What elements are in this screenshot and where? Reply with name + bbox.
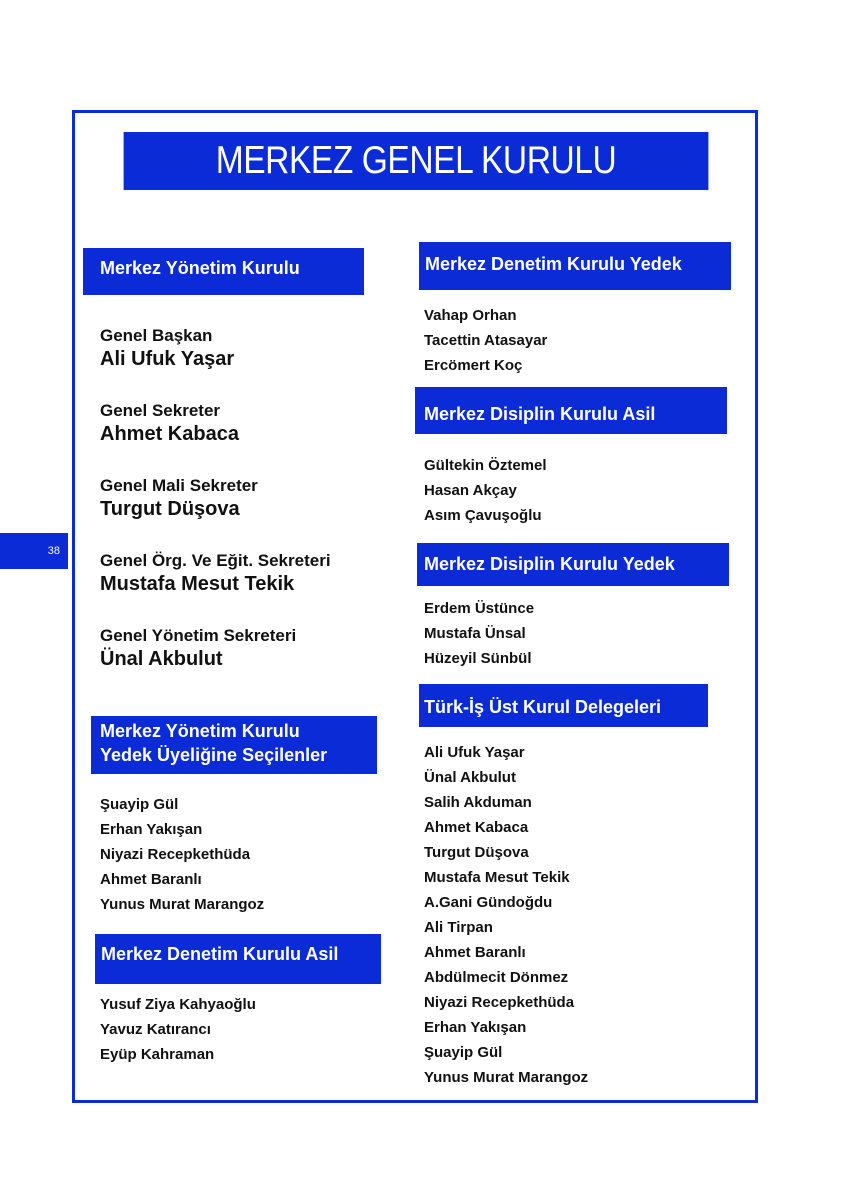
list-item: Hasan Akçay xyxy=(424,482,517,499)
member-name: Turgut Düşova xyxy=(100,498,240,520)
list-item: Hüzeyil Sünbül xyxy=(424,650,532,667)
list-item: Yunus Murat Marangoz xyxy=(424,1069,589,1086)
member-name: Ali Ufuk Yaşar xyxy=(100,348,235,370)
member-name: Mustafa Mesut Tekik xyxy=(100,573,295,595)
discipline-principal-heading: Merkez Disiplin Kurulu Asil xyxy=(415,387,727,434)
list-item: Gültekin Öztemel xyxy=(424,457,547,474)
list-item: A.Gani Gündoğdu xyxy=(424,894,553,911)
substitutes-list xyxy=(100,792,264,917)
substitutes-heading xyxy=(91,716,377,774)
list-item: Niyazi Recepkethüda xyxy=(424,994,575,1011)
list-item: Şuayip Gül xyxy=(424,1044,503,1061)
delegates-list xyxy=(424,740,588,1090)
list-item: Ahmet Baranlı xyxy=(100,871,202,888)
list-item: Eyüp Kahraman xyxy=(100,1046,215,1063)
list-item: Erhan Yakışan xyxy=(424,1019,527,1036)
list-item: Ali Ufuk Yaşar xyxy=(424,744,525,761)
audit-substitute-heading: Merkez Denetim Kurulu Yedek xyxy=(419,242,731,290)
list-item: Ünal Akbulut xyxy=(424,769,516,786)
member-role: Genel Başkan xyxy=(100,326,213,345)
member-name: Ahmet Kabaca xyxy=(100,423,239,445)
delegates-heading: Türk-İş Üst Kurul Delegeleri xyxy=(419,684,708,727)
list-item: Niyazi Recepkethüda xyxy=(100,846,251,863)
list-item: Yavuz Katırancı xyxy=(100,1021,211,1038)
list-item: Salih Akduman xyxy=(424,794,532,811)
member-role: Genel Sekreter xyxy=(100,401,221,420)
list-item: Şuayip Gül xyxy=(100,796,179,813)
discipline-principal-list xyxy=(424,453,547,528)
discipline-substitute-list xyxy=(424,596,534,671)
audit-principal-heading: Merkez Denetim Kurulu Asil xyxy=(95,934,381,984)
substitutes-heading-line2: Yedek Üyeliğine Seçilenler xyxy=(100,745,328,765)
page-number: 38 xyxy=(0,533,68,569)
list-item: Abdülmecit Dönmez xyxy=(424,969,569,986)
list-item: Ahmet Kabaca xyxy=(424,819,529,836)
member-role: Genel Örg. Ve Eğit. Sekreteri xyxy=(100,551,331,570)
page-title: MERKEZ GENEL KURULU SONUÇLARI xyxy=(124,132,709,190)
substitutes-heading-line1: Merkez Yönetim Kurulu xyxy=(100,721,300,741)
member-role: Genel Yönetim Sekreteri xyxy=(100,626,297,645)
list-item: Vahap Orhan xyxy=(424,307,517,324)
list-item: Mustafa Ünsal xyxy=(424,625,526,642)
member-name: Ünal Akbulut xyxy=(100,648,223,670)
list-item: Mustafa Mesut Tekik xyxy=(424,869,570,886)
executive-board-heading: Merkez Yönetim Kurulu xyxy=(83,248,364,295)
list-item: Erhan Yakışan xyxy=(100,821,203,838)
discipline-substitute-heading: Merkez Disiplin Kurulu Yedek xyxy=(417,543,729,586)
list-item: Turgut Düşova xyxy=(424,844,529,861)
list-item: Yusuf Ziya Kahyaoğlu xyxy=(100,996,256,1013)
audit-substitute-list xyxy=(424,303,547,378)
list-item: Asım Çavuşoğlu xyxy=(424,507,542,524)
list-item: Yunus Murat Marangoz xyxy=(100,896,265,913)
list-item: Ahmet Baranlı xyxy=(424,944,526,961)
list-item: Ali Tirpan xyxy=(424,919,493,936)
audit-principal-list xyxy=(100,992,256,1067)
list-item: Tacettin Atasayar xyxy=(424,332,548,349)
list-item: Ercömert Koç xyxy=(424,357,523,374)
member-role: Genel Mali Sekreter xyxy=(100,476,258,495)
list-item: Erdem Üstünce xyxy=(424,600,535,617)
